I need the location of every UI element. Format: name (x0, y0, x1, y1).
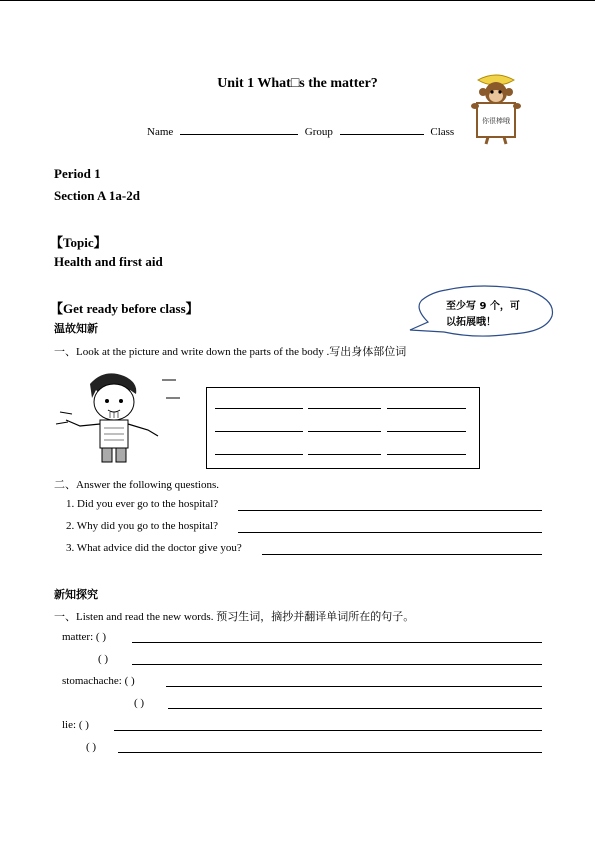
vocab-paren-row (86, 741, 96, 753)
student-info-line (147, 123, 454, 138)
q1-instruction: 一、Look at the picture and write down the parts of the body .写出身体部位词 (54, 346, 407, 358)
translation-paren[interactable]: ( ) (124, 675, 135, 687)
body-parts-answer-box (206, 387, 480, 469)
translation-paren[interactable]: ( ) (134, 697, 145, 709)
page-title: Unit 1 What□s the matter? (217, 76, 378, 91)
group-field[interactable] (340, 123, 424, 135)
new-knowledge-heading: 新知探究 (54, 588, 98, 601)
translation-paren[interactable]: ( ) (95, 631, 106, 643)
sentence-line[interactable] (168, 708, 542, 709)
name-label: Name (147, 126, 174, 138)
answer-blank[interactable] (387, 408, 466, 409)
answer-blank[interactable] (308, 454, 381, 455)
bubble-line1: 至少写 9 个，可 (446, 301, 520, 312)
vocab-word-lie: lie: ( ) (62, 719, 89, 731)
class-label: Class (430, 126, 455, 138)
question-3: 3. What advice did the doctor give you? (66, 542, 242, 554)
question-2-answer-line[interactable] (238, 532, 542, 533)
answer-blank[interactable] (215, 454, 303, 455)
period-label: Period 1 (54, 166, 101, 181)
vocab-word-stomachache: stomachache: ( ) (62, 675, 135, 687)
vocab-paren-row (134, 697, 144, 709)
new-words-instruction: 一、Listen and read the new words. 预习生词，摘抄并翻译单词所在的句子。 (54, 611, 415, 623)
sentence-line[interactable] (166, 686, 542, 687)
name-field[interactable] (180, 123, 298, 135)
sentence-line[interactable] (118, 752, 542, 753)
speech-bubble (406, 284, 558, 340)
translation-paren[interactable]: ( ) (78, 719, 89, 731)
sentence-line[interactable] (114, 730, 542, 731)
topic-heading: 【Topic】 (50, 235, 107, 250)
answer-blank[interactable] (215, 408, 303, 409)
sentence-line[interactable] (132, 664, 542, 665)
sentence-line[interactable] (132, 642, 542, 643)
question-1-answer-line[interactable] (238, 510, 542, 511)
get-ready-heading: 【Get ready before class】 (50, 301, 199, 316)
boy-body-parts-picture (52, 368, 192, 464)
vocab-paren-row (98, 653, 108, 665)
question-2: 2. Why did you go to the hospital? (66, 520, 218, 532)
answer-blank[interactable] (308, 408, 381, 409)
q2-instruction: 二、Answer the following questions. (54, 479, 219, 491)
answer-blank[interactable] (387, 454, 466, 455)
question-1: 1. Did you ever go to the hospital? (66, 498, 219, 510)
translation-paren[interactable]: ( ) (86, 741, 97, 753)
topic-text: Health and first aid (54, 254, 163, 269)
top-border (0, 0, 595, 1)
bubble-line2: 以拓展哦！ (446, 317, 496, 328)
translation-paren[interactable]: ( ) (98, 653, 109, 665)
monkey-mascot-icon (460, 72, 532, 146)
question-3-answer-line[interactable] (262, 554, 542, 555)
group-label: Group (304, 126, 333, 138)
answer-blank[interactable] (308, 431, 381, 432)
badge-text: 你很棒哦 (482, 117, 510, 125)
vocab-word-matter: matter: ( ) (62, 631, 106, 643)
section-label: Section A 1a-2d (54, 188, 140, 203)
review-label: 温故知新 (54, 322, 98, 335)
answer-blank[interactable] (387, 431, 466, 432)
answer-blank[interactable] (215, 431, 303, 432)
